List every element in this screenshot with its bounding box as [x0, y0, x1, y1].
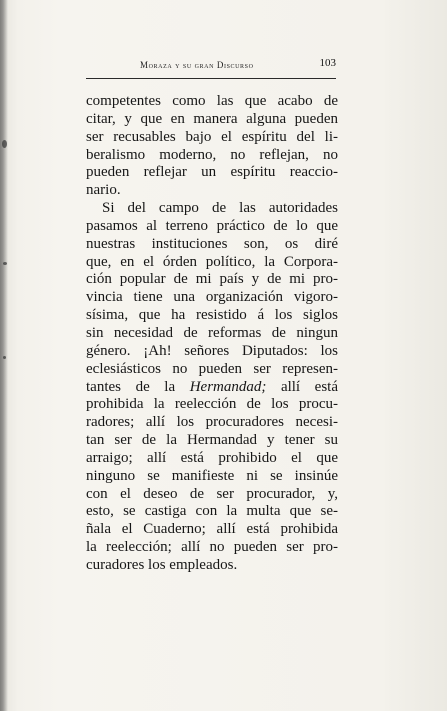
emphasis-hermandad: Hermandad;: [189, 378, 267, 395]
text-line: esto, se castiga con la multa que se-: [86, 503, 338, 520]
text-line: ser recusables bajo el espíritu del li-: [86, 128, 338, 145]
text-line: Si del campo de las autoridades: [102, 200, 338, 217]
body-text: [86, 93, 338, 575]
text-line: sin necesidad de reformas de ningun: [86, 324, 338, 341]
text-line: ñala el Cuaderno; allí está prohibida: [86, 521, 338, 538]
paper-speck: [3, 356, 6, 359]
text-fragment: tantes de la: [86, 378, 176, 395]
text-line: eclesiásticos no pueden ser represen-: [86, 360, 338, 377]
text-line: nuestras instituciones son, os diré: [86, 235, 338, 252]
text-line: pasamos al terreno práctico de lo que: [86, 217, 338, 234]
text-line: citar, y que en manera alguna pueden: [86, 110, 338, 127]
paragraph-continuation: [86, 93, 338, 200]
text-line: que, en el órden político, la Corpora-: [86, 253, 338, 270]
text-line: con el deseo de ser procurador, y,: [86, 485, 338, 502]
text-line-mixed: [86, 379, 338, 397]
paper-speck: [2, 140, 7, 148]
text-line: ción popular de mi país y de mi pro-: [86, 271, 338, 288]
text-line: nario.: [86, 182, 121, 199]
paragraph: [86, 200, 338, 575]
text-line: radores; allí los procuradores necesi-: [86, 414, 338, 431]
text-line: arraigo; allí está prohibido el que: [86, 449, 338, 466]
text-line: vincia tiene una organización vigoro-: [86, 289, 338, 306]
text-line: género. ¡Ah! señores Diputados: los: [86, 342, 338, 359]
text-line: ninguno se manifieste ni se insinúe: [86, 467, 338, 484]
page-number: 103: [319, 57, 336, 69]
text-line: prohibida la reelección de los procu-: [86, 396, 338, 413]
paper-speck: [3, 262, 7, 265]
text-line: tan ser de la Hermandad y tener su: [86, 432, 338, 449]
text-line: beralismo moderno, no reflejan, no: [86, 146, 338, 163]
text-line: sísima, que ha resistido á los siglos: [86, 307, 338, 324]
text-line: la reelección; allí no pueden ser pro-: [86, 539, 338, 556]
text-line: pueden reflejar un espíritu reaccio-: [86, 164, 338, 181]
running-title: Moraza y su gran Discurso: [140, 60, 254, 70]
text-line: competentes como las que acabo de: [86, 93, 338, 109]
text-fragment: allí está: [280, 378, 338, 395]
header-rule: [86, 78, 336, 79]
running-head: [86, 52, 336, 76]
text-line: curadores los empleados.: [86, 556, 238, 573]
